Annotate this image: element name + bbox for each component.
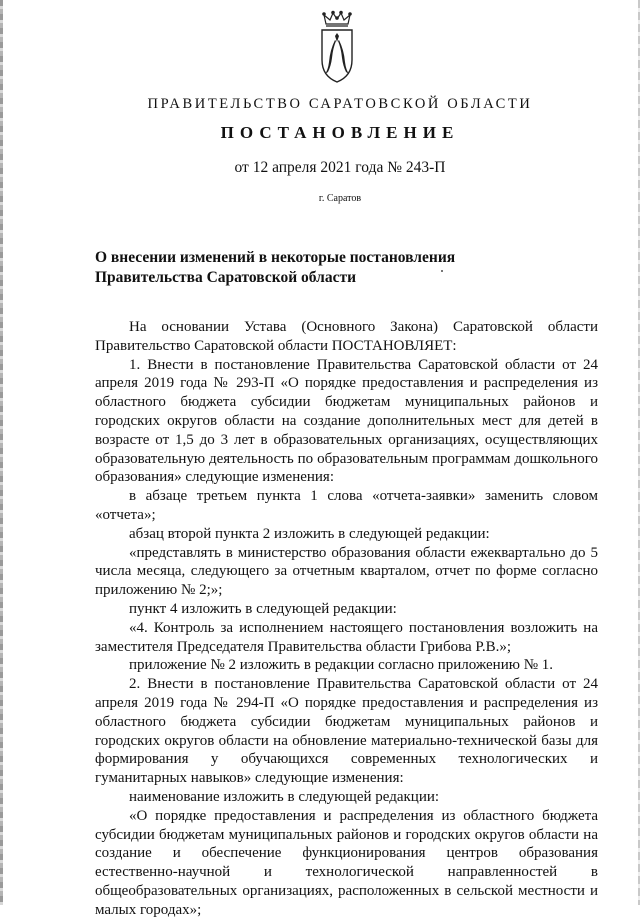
paragraph: пункт 4 изложить в следующей редакции:	[129, 600, 397, 617]
subject-line: О внесении изменений в некоторые постановления	[95, 249, 456, 266]
subject-line: Правительства Саратовской области	[95, 269, 356, 286]
government-name: ПРАВИТЕЛЬСТВО САРАТОВСКОЙ ОБЛАСТИ	[147, 96, 533, 112]
paragraph: приложение № 2 изложить в редакции согласно приложению № 1.	[129, 657, 554, 674]
paragraph: наименование изложить в следующей редакции:	[129, 788, 440, 805]
document-subject	[95, 248, 515, 288]
saratov-coat-of-arms-icon	[315, 10, 359, 84]
document-body	[95, 318, 598, 920]
paragraph: в абзаце третьем пункта 1 слова «отчета-заявки» заменить словом «отчета»;	[95, 488, 598, 523]
paragraph: «представлять в министерство образования области ежеквартально до 5 числа месяца, следующего за отчетным кварталом, отчет по форме согласно приложению № 2;»;	[95, 544, 598, 599]
document-date-number: от 12 апреля 2021 года № 243-П	[234, 159, 446, 176]
paragraph-item-2: 2. Внести в постановление Правительства Саратовской области от 24 апреля 2019 года № 294-П «О порядке предоставления и распределения из областного бюджета субсидии бюджетам муниципальных районов и городских округов области на обновление материально-технической базы для формирования у обучающихся современных технологических и гуманитарных навыков» следующие изменения:	[95, 676, 598, 787]
paragraph-preamble: На основании Устава (Основного Закона) Саратовской области Правительство Саратовской области ПОСТАНОВЛЯЕТ:	[95, 319, 598, 354]
document-city: г. Саратов	[318, 193, 362, 204]
paragraph: абзац второй пункта 2 изложить в следующей редакции:	[129, 525, 490, 542]
scan-speck	[441, 270, 443, 272]
paragraph-item-1: 1. Внести в постановление Правительства Саратовской области от 24 апреля 2019 года № 293-П «О порядке предоставления и распределения из областного бюджета субсидии бюджетам муниципальных районов и городских округов области на создание дополнительных мест для детей в возрасте от 1,5 до 3 лет в образовательных организациях, осуществляющих образовательную деятельность по образовательным программам дошкольного образования» следующие изменения:	[95, 356, 598, 486]
paragraph: «4. Контроль за исполнением настоящего постановления возложить на заместителя Председателя Правительства области Грибова Р.В.»;	[95, 619, 598, 655]
document-type-title: ПОСТАНОВЛЕНИЕ	[220, 123, 460, 142]
paragraph: «О порядке предоставления и распределения из областного бюджета субсидии бюджетам муниципальных районов и городских округов области на создание и обеспечение функционирования центров образования естественно-научной и технологической направленностей в общеобразовательных организациях, расположенных в сельской местности и малых городах»;	[95, 807, 598, 918]
